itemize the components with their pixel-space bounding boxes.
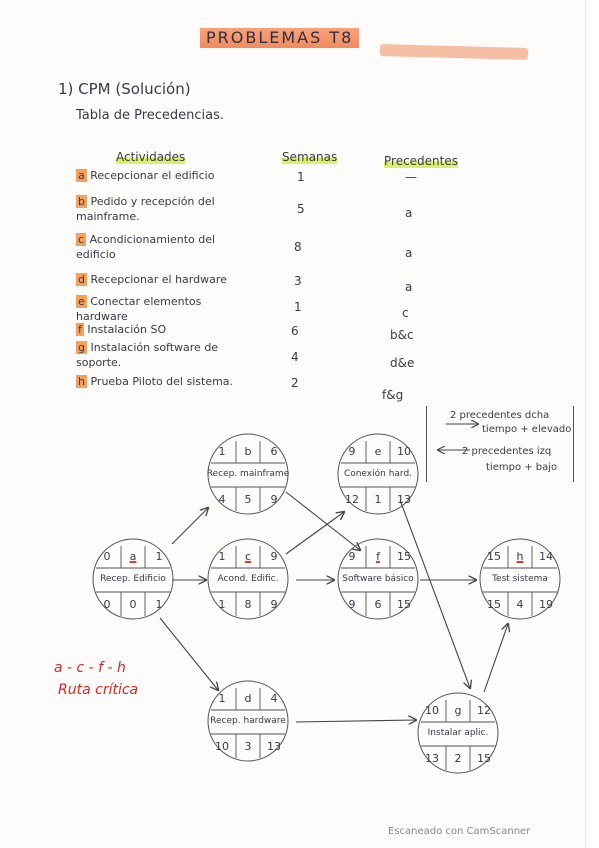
node-d-h: 3 [244, 740, 252, 753]
node-h-lf: 19 [539, 598, 553, 611]
activity-letter: a [78, 169, 85, 182]
node-b-h: 5 [244, 493, 252, 506]
activity-text: Acondicionamiento del edificio [76, 233, 216, 261]
critical-path-sequence: a - c - f - h [54, 660, 126, 676]
activity-text: Recepcionar el edificio [90, 169, 215, 182]
node-e-h: 1 [374, 493, 382, 506]
precedent-value: b&c [390, 328, 414, 342]
precedent-value: c [402, 306, 409, 320]
node-e-lf: 13 [397, 493, 411, 506]
activity-text: Conectar elementos hardware [76, 295, 202, 323]
precedent-value: a [405, 246, 413, 260]
edge-a-d [160, 618, 218, 690]
activity-text: Recepcionar el hardware [90, 273, 227, 286]
node-h-ls: 15 [487, 598, 501, 611]
node-f-id: f [376, 550, 380, 563]
critical-path-label: Ruta crítica [58, 682, 139, 698]
node-a-label: Recep. Edificio [100, 574, 166, 584]
node-d-ls: 10 [215, 740, 229, 753]
node-g-ef: 12 [477, 704, 491, 717]
node-a-es: 0 [103, 550, 111, 563]
node-c-ls: 1 [218, 598, 226, 611]
weeks-value: 1 [294, 300, 302, 314]
legend-line2b: tiempo + bajo [486, 462, 558, 473]
node-c-ef: 9 [270, 550, 278, 563]
activity-letter: c [78, 233, 85, 246]
node-g-id: g [454, 704, 462, 717]
col-header-precedents: Precedentes [384, 154, 459, 168]
node-e-label: Conexión hard. [343, 469, 413, 479]
node-c-label: Acond. Edific. [217, 574, 279, 584]
edge-d-g [296, 720, 416, 722]
node-b-ls: 4 [218, 493, 226, 506]
precedent-value: — [405, 170, 417, 184]
weeks-value: 1 [297, 170, 305, 184]
node-b-ef: 6 [270, 445, 278, 458]
weeks-value: 2 [291, 376, 299, 390]
node-h-ef: 14 [539, 550, 553, 563]
node-f-ef: 15 [397, 550, 411, 563]
node-f-ls: 9 [348, 598, 356, 611]
weeks-value: 4 [291, 350, 299, 364]
node-g-h: 2 [454, 752, 462, 765]
activity-letter: d [78, 273, 85, 286]
activity-letter: b [78, 195, 85, 208]
node-f-es: 9 [348, 550, 356, 563]
node-a-id: a [129, 550, 137, 563]
activity-text: Instalación SO [87, 323, 167, 336]
node-b-label: Recep. mainframe [206, 469, 290, 479]
node-e-ls: 12 [345, 493, 359, 506]
node-a-ef: 1 [155, 550, 163, 563]
col-header-activities: Actividades [116, 150, 186, 164]
node-c-es: 1 [218, 550, 226, 563]
node-a-ls: 0 [103, 598, 111, 611]
node-e-id: e [374, 445, 382, 458]
legend-line1b: tiempo + elevado [482, 424, 572, 435]
page-title: PROBLEMAS T8 [200, 28, 359, 48]
activity-text: Pedido y recepción del mainframe. [76, 195, 215, 223]
activity-letter: e [78, 295, 85, 308]
node-d-ef: 4 [270, 692, 278, 705]
node-h-label: Test sistema [492, 574, 548, 584]
activity-letter: f [78, 323, 82, 336]
precedent-value: a [405, 206, 413, 220]
weeks-value: 6 [291, 324, 299, 338]
scanner-watermark: Escaneado con CamScanner [388, 826, 531, 837]
node-f-label: Software básico [342, 574, 414, 584]
node-a-h: 0 [129, 598, 137, 611]
edge-g-h [484, 624, 508, 692]
node-g-lf: 15 [477, 752, 491, 765]
activity-text: Instalación software de soporte. [76, 341, 219, 369]
legend-line2a: 2 precedentes izq [462, 446, 552, 457]
table-subtitle: Tabla de Precedencias. [76, 108, 225, 123]
node-d-label: Recep. hardware [210, 716, 286, 726]
edge-e-g [400, 500, 470, 688]
node-h-es: 15 [487, 550, 501, 563]
activity-letter: g [78, 341, 85, 354]
section-heading: 1) CPM (Solución) [58, 80, 191, 98]
legend-line1a: 2 precedentes dcha [450, 410, 550, 421]
weeks-value: 5 [297, 202, 305, 216]
node-e-ef: 10 [397, 445, 411, 458]
node-c-h: 8 [244, 598, 252, 611]
node-d-lf: 13 [267, 740, 281, 753]
precedent-value: d&e [390, 356, 415, 370]
node-c-lf: 9 [270, 598, 278, 611]
weeks-value: 8 [294, 240, 302, 254]
node-d-id: d [244, 692, 252, 705]
edge-a-b [172, 508, 208, 544]
precedent-value: a [405, 280, 413, 294]
node-b-id: b [244, 445, 252, 458]
node-a-lf: 1 [155, 598, 163, 611]
node-h-id: h [516, 550, 524, 563]
activity-letter: h [78, 375, 85, 388]
activity-text: Prueba Piloto del sistema. [90, 375, 234, 388]
node-d-es: 1 [218, 692, 226, 705]
node-g-label: Instalar aplic. [427, 728, 489, 738]
edge-c-e [286, 512, 344, 554]
node-f-lf: 15 [397, 598, 411, 611]
weeks-value: 3 [294, 274, 302, 288]
node-b-lf: 9 [270, 493, 278, 506]
node-e-es: 9 [348, 445, 356, 458]
node-g-es: 10 [425, 704, 439, 717]
node-c-id: c [244, 550, 252, 563]
col-header-weeks: Semanas [282, 150, 338, 164]
precedent-value: f&g [382, 388, 404, 402]
node-g-ls: 13 [425, 752, 439, 765]
node-f-h: 6 [374, 598, 382, 611]
node-h-h: 4 [516, 598, 524, 611]
node-b-es: 1 [218, 445, 226, 458]
